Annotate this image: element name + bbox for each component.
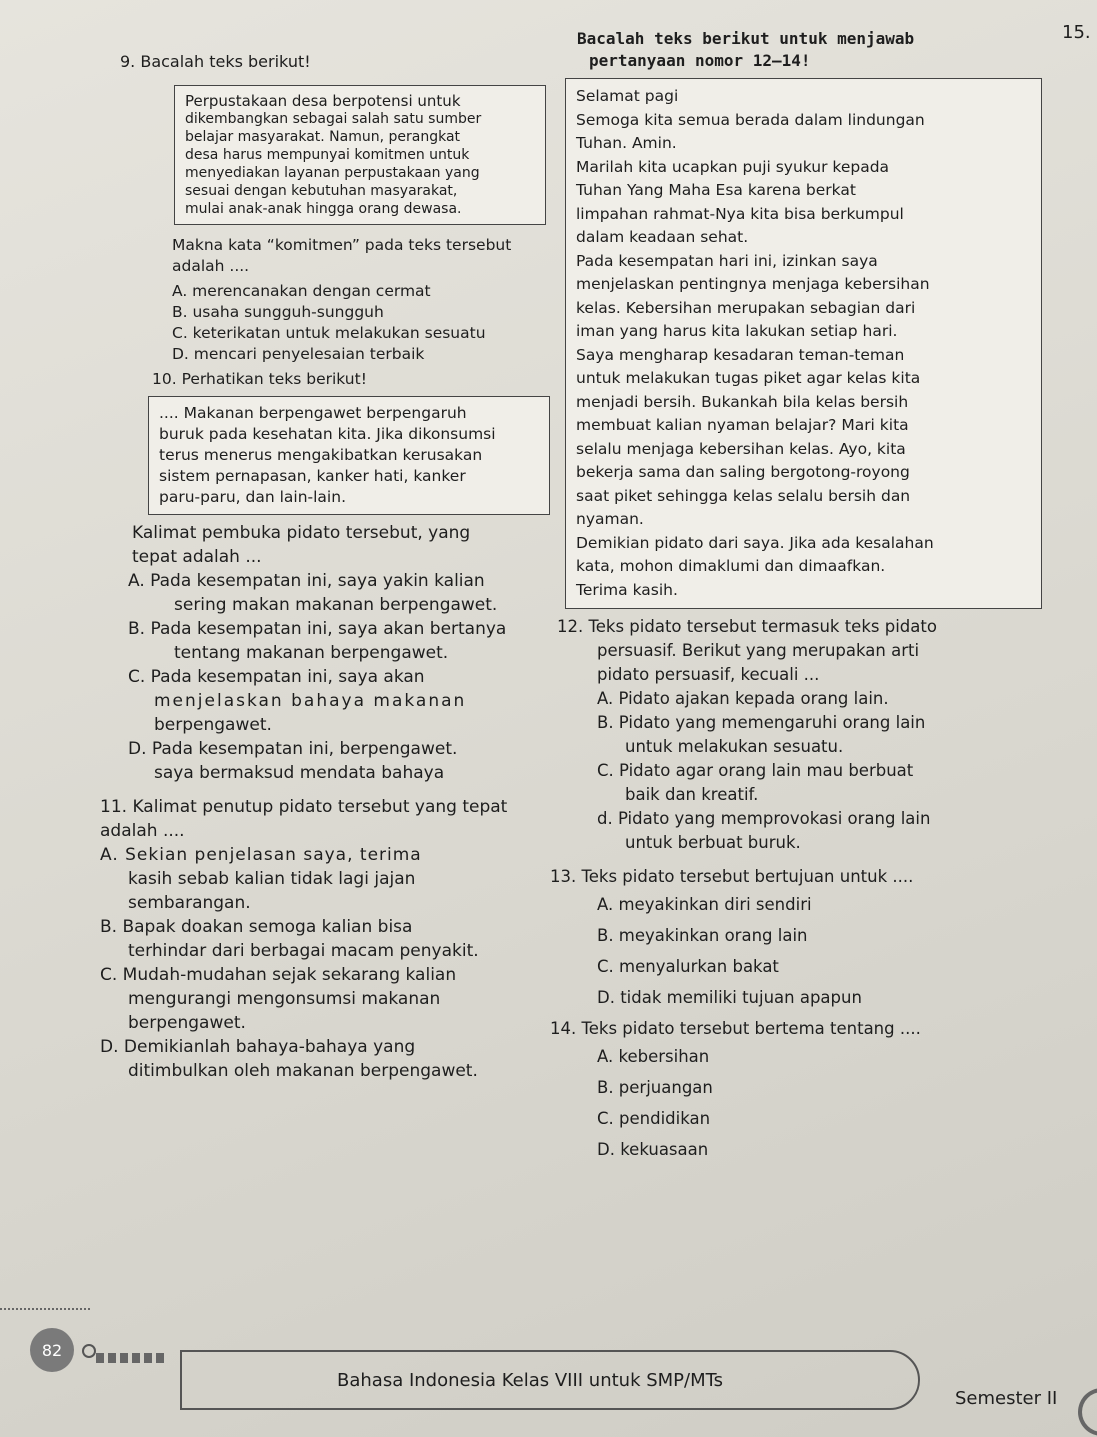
q12-option-b[interactable] [597, 711, 1055, 759]
q11-option-a-line: kasih sebab kalian tidak lagi jajan [128, 869, 416, 889]
q13-options [597, 889, 1055, 1013]
arc-ornament-icon [1078, 1388, 1097, 1436]
q9-heading: 9. Bacalah teks berikut! [120, 52, 311, 71]
q10-option-d-line: D. Pada kesempatan ini, berpengawet. [128, 739, 458, 759]
q9-text-box [174, 85, 546, 225]
passage-line: Semoga kita semua berada dalam lindungan [576, 110, 925, 129]
q10-option-a[interactable] [128, 569, 560, 617]
q9-box-line: Perpustakaan desa berpotensi untuk [185, 92, 461, 110]
q12-option-c-line: baik dan kreatif. [625, 785, 759, 804]
q10-box-line: paru-paru, dan lain-lain. [159, 488, 346, 506]
q11-option-c-line: mengurangi mengonsumsi makanan [128, 989, 441, 1009]
q12-option-b-line: B. Pidato yang memengaruhi orang lain [597, 713, 926, 732]
q10-question-line: tepat adalah ... [132, 547, 262, 567]
q13-question: 13. Teks pidato tersebut bertujuan untuk .... [550, 867, 914, 886]
q12-option-d-line: d. Pidato yang memprovokasi orang lain [597, 809, 931, 828]
q11-option-b-line: terhindar dari berbagai macam penyakit. [128, 941, 479, 961]
q13-option-a[interactable]: A. meyakinkan diri sendiri [597, 895, 812, 914]
q12-option-c[interactable] [597, 759, 1055, 807]
q12-option-b-line: untuk melakukan sesuatu. [625, 737, 844, 756]
passage-title-line: pertanyaan nomor 12–14! [589, 51, 811, 70]
passage-line: Marilah kita ucapkan puji syukur kepada [576, 157, 890, 176]
passage-box [565, 78, 1042, 609]
passage-title-line: Bacalah teks berikut untuk menjawab [577, 29, 915, 48]
q14-question: 14. Teks pidato tersebut bertema tentang .... [550, 1019, 921, 1038]
footer-dotted-line [0, 1308, 90, 1310]
q9-option-a[interactable]: A. merencanakan dengan cermat [172, 282, 431, 300]
q9-box-line: desa harus mempunyai komitmen untuk [185, 147, 470, 163]
passage-line: limpahan rahmat-Nya kita bisa berkumpul [576, 204, 904, 223]
q12-option-a[interactable] [597, 687, 1055, 711]
q11-question-line: adalah .... [100, 821, 185, 841]
q11-option-d[interactable] [100, 1035, 560, 1083]
q14-option-d[interactable]: D. kekuasaan [597, 1140, 709, 1159]
q12-option-d-line: untuk berbuat buruk. [625, 833, 801, 852]
passage-line: nyaman. [576, 510, 644, 528]
q14-option-a[interactable]: A. kebersihan [597, 1047, 710, 1066]
passage-line: membuat kalian nyaman belajar? Mari kita [576, 416, 909, 434]
q10-question [132, 521, 560, 569]
q12-option-d[interactable] [597, 807, 1055, 855]
q12-question-line: persuasif. Berikut yang merupakan arti [597, 641, 920, 660]
q10-option-b[interactable] [128, 617, 560, 665]
q9-question-line: adalah .... [172, 257, 250, 275]
page-number-badge: 82 [30, 1328, 74, 1372]
q13-option-d[interactable]: D. tidak memiliki tujuan apapun [597, 988, 862, 1007]
q12-question [557, 615, 1055, 687]
q12-option-a-line: A. Pidato ajakan kepada orang lain. [597, 689, 889, 708]
passage-title [577, 28, 1055, 72]
q11-question-line: 11. Kalimat penutup pidato tersebut yang tepat [100, 797, 508, 817]
passage-line: selalu menjaga kebersihan kelas. Ayo, kita [576, 439, 906, 458]
q10-option-b-line: tentang makanan berpengawet. [174, 643, 449, 663]
passage-line: Selamat pagi [576, 87, 679, 105]
q9-options [172, 281, 560, 365]
passage-line: Pada kesempatan hari ini, izinkan saya [576, 251, 878, 270]
q10-option-a-line: A. Pada kesempatan ini, saya yakin kalian [128, 571, 485, 591]
q11-option-a-line: A. Sekian penjelasan saya, terima [100, 845, 422, 865]
q11-option-a-line: sembarangan. [128, 893, 251, 913]
ring-ornament-icon [82, 1344, 96, 1358]
q11-option-c[interactable] [100, 963, 560, 1035]
q11-option-c-line: C. Mudah-mudahan sejak sekarang kalian [100, 965, 457, 985]
bar-ornament-icon [96, 1353, 166, 1363]
passage-line: menjelaskan pentingnya menjaga kebersihan [576, 275, 930, 293]
q10-question-line: Kalimat pembuka pidato tersebut, yang [132, 523, 471, 543]
q11-option-d-line: ditimbulkan oleh makanan berpengawet. [128, 1061, 478, 1081]
q9-option-b[interactable]: B. usaha sungguh-sungguh [172, 303, 384, 321]
q11-option-a[interactable] [100, 843, 560, 915]
q12-option-c-line: C. Pidato agar orang lain mau berbuat [597, 761, 914, 780]
q10-option-d[interactable] [128, 737, 560, 785]
corner-number: 15. [1062, 22, 1091, 43]
footer-semester: Semester II [955, 1388, 1058, 1409]
q10-options [128, 569, 560, 785]
q10-box-line: terus menerus mengakibatkan kerusakan [159, 446, 483, 464]
q13-option-c[interactable]: C. menyalurkan bakat [597, 957, 779, 976]
q12-question-line: pidato persuasif, kecuali ... [597, 665, 820, 684]
q12-question-line: 12. Teks pidato tersebut termasuk teks pidato [557, 617, 937, 636]
passage-line: dalam keadaan sehat. [576, 228, 749, 246]
q9-box-line: belajar masyarakat. Namun, perangkat [185, 129, 461, 145]
q11-option-d-line: D. Demikianlah bahaya-bahaya yang [100, 1037, 416, 1057]
passage-line: iman yang harus kita lakukan setiap hari. [576, 322, 898, 340]
q9-question-line: Makna kata “komitmen” pada teks tersebut [172, 236, 512, 254]
q9-box-line: dikembangkan sebagai salah satu sumber [185, 111, 482, 127]
passage-line: kelas. Kebersihan merupakan sebagian dari [576, 298, 916, 317]
q11-option-b-line: B. Bapak doakan semoga kalian bisa [100, 917, 413, 937]
q14-options [597, 1041, 1055, 1165]
q10-box-line: buruk pada kesehatan kita. Jika dikonsumsi [159, 425, 496, 443]
q11-option-b[interactable] [100, 915, 560, 963]
q12-options [597, 687, 1055, 855]
q9-option-d[interactable]: D. mencari penyelesaian terbaik [172, 345, 425, 363]
passage-line: kata, mohon dimaklumi dan dimaafkan. [576, 557, 886, 575]
q10-option-c-line: berpengawet. [154, 715, 272, 735]
q11-question [100, 795, 560, 843]
left-column [100, 52, 560, 1083]
passage-line: Demikian pidato dari saya. Jika ada kesalahan [576, 533, 934, 552]
passage-line: Tuhan. Amin. [576, 134, 677, 152]
passage-line: Saya mengharap kesadaran teman-teman [576, 345, 905, 364]
q14-option-c[interactable]: C. pendidikan [597, 1109, 711, 1128]
passage-line: menjadi bersih. Bukankah bila kelas bersih [576, 392, 909, 411]
q9-question [172, 235, 560, 277]
q10-option-a-line: sering makan makanan berpengawet. [174, 595, 498, 615]
q10-option-d-line: saya bermaksud mendata bahaya [154, 763, 445, 783]
passage-line: Terima kasih. [576, 580, 678, 599]
q9-box-line: mulai anak-anak hingga orang dewasa. [185, 201, 462, 217]
q10-option-c[interactable] [128, 665, 560, 737]
q10-option-c-line: C. Pada kesempatan ini, saya akan [128, 667, 425, 687]
q13-option-b[interactable]: B. meyakinkan orang lain [597, 926, 808, 945]
q10-option-b-line: B. Pada kesempatan ini, saya akan bertanya [128, 619, 507, 639]
q11-options [100, 843, 560, 1083]
q9-box-line: menyediakan layanan perpustakaan yang [185, 165, 480, 181]
passage-line: untuk melakukan tugas piket agar kelas kita [576, 369, 921, 387]
q10-text-box [148, 396, 550, 515]
q11-option-c-line: berpengawet. [128, 1013, 246, 1033]
q10-box-line: sistem pernapasan, kanker hati, kanker [159, 467, 466, 485]
passage-line: bekerja sama dan saling bergotong-royong [576, 463, 910, 481]
q10-option-c-line: menjelaskan bahaya makanan [154, 691, 467, 711]
right-column [550, 28, 1055, 1165]
footer-book-title: Bahasa Indonesia Kelas VIII untuk SMP/MTs [180, 1350, 920, 1410]
q9-option-c[interactable]: C. keterikatan untuk melakukan sesuatu [172, 324, 486, 342]
passage-line: saat piket sehingga kelas selalu bersih dan [576, 486, 911, 505]
q14-option-b[interactable]: B. perjuangan [597, 1078, 713, 1097]
q10-box-line: .... Makanan berpengawet berpengaruh [159, 404, 467, 422]
passage-line: Tuhan Yang Maha Esa karena berkat [576, 181, 856, 199]
q10-heading: 10. Perhatikan teks berikut! [152, 370, 367, 388]
q9-box-line: sesuai dengan kebutuhan masyarakat, [185, 183, 458, 199]
